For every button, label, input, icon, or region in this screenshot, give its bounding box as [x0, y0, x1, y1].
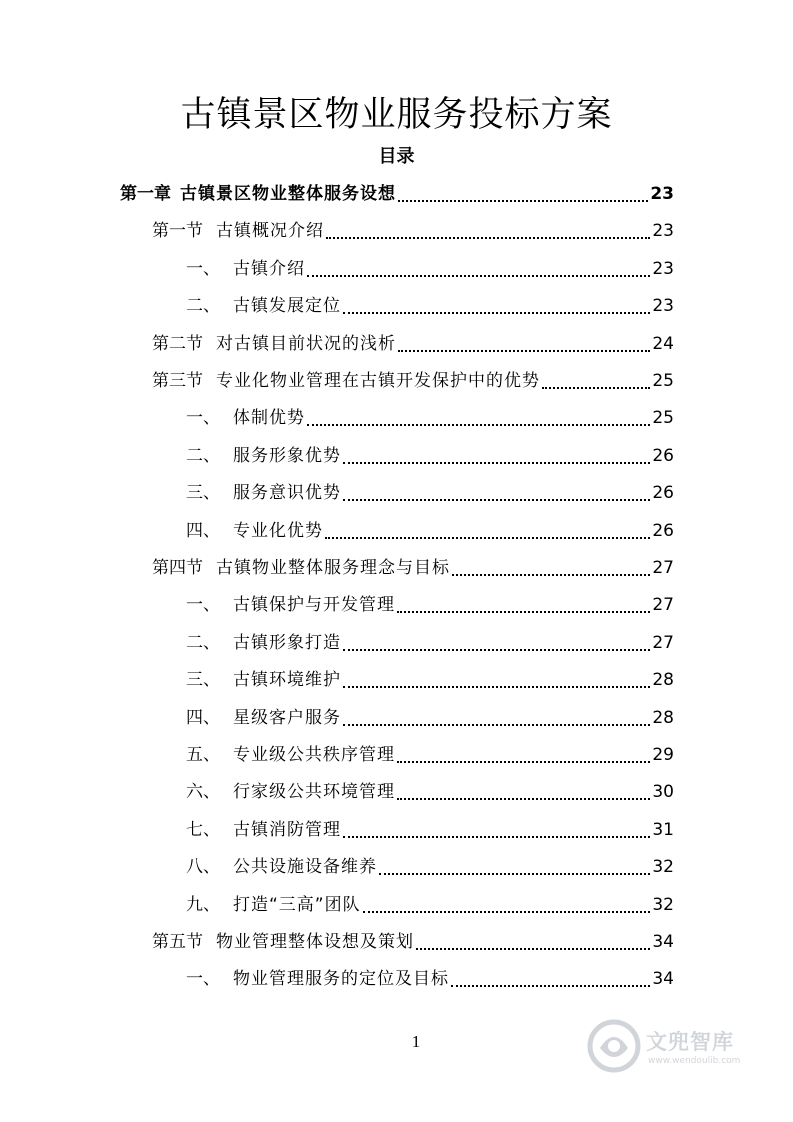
toc-dot-leader [343, 649, 650, 651]
toc-entry-page: 27 [652, 558, 674, 578]
toc-entry[interactable] [152, 326, 674, 363]
toc-entry-text: 服务形象优势 [233, 445, 341, 466]
toc-entry[interactable] [186, 475, 674, 512]
toc-entry-text: 专业化物业管理在古镇开发保护中的优势 [216, 371, 540, 391]
toc-entry-prefix: 二、 [186, 632, 220, 653]
toc-dot-leader [397, 761, 650, 763]
toc-entry-text: 古镇环境维护 [233, 670, 341, 691]
toc-entry-prefix: 第四节 [152, 558, 203, 578]
document-title: 古镇景区物业服务投标方案 [180, 95, 613, 135]
toc-dot-leader [397, 798, 650, 800]
toc-entry-prefix: 二、 [186, 445, 220, 466]
toc-entry-page: 26 [652, 483, 674, 504]
toc-entry-prefix: 二、 [186, 296, 220, 317]
toc-entry-page: 25 [652, 371, 674, 391]
toc-entry[interactable] [152, 213, 674, 250]
toc-entry-page: 27 [652, 595, 674, 616]
toc-entry-page: 24 [652, 333, 674, 354]
toc-dot-leader [343, 686, 650, 688]
wendou-logo-icon [586, 1018, 642, 1074]
toc-entry-page: 25 [652, 408, 674, 429]
toc-dot-leader [343, 724, 650, 726]
toc-entry-prefix: 第一章 [120, 184, 171, 204]
toc-entry-page: 23 [652, 258, 674, 279]
toc-entry-page: 23 [652, 221, 674, 242]
toc-entry[interactable] [186, 438, 674, 475]
toc-entry-prefix: 五、 [186, 745, 220, 765]
toc-entry[interactable] [152, 550, 674, 587]
toc-entry-text: 古镇物业整体服务理念与目标 [216, 558, 450, 578]
toc-entry[interactable] [186, 288, 674, 325]
watermark [586, 1018, 786, 1078]
toc-dot-leader [326, 237, 650, 239]
toc-entry-text: 体制优势 [233, 408, 305, 429]
toc-entry-text: 古镇消防管理 [233, 819, 341, 840]
toc-entry[interactable] [186, 737, 674, 774]
toc-dot-leader [343, 836, 650, 838]
toc-entry-page: 29 [652, 745, 674, 765]
toc-entry[interactable] [186, 961, 674, 998]
toc-dot-leader [452, 574, 650, 576]
toc-entry-page: 34 [652, 932, 674, 952]
toc-dot-leader [398, 200, 648, 202]
toc-entry-text: 古镇保护与开发管理 [233, 595, 395, 616]
toc-entry-prefix: 七、 [186, 819, 220, 840]
toc-heading: 目录 [378, 146, 415, 167]
toc-entry-page: 28 [652, 670, 674, 691]
toc-entry-prefix: 四、 [186, 707, 220, 728]
toc-entry-prefix: 六、 [186, 782, 220, 803]
toc-dot-leader [307, 275, 650, 277]
toc-entry[interactable] [186, 662, 674, 699]
toc-entry[interactable] [186, 812, 674, 849]
toc-entry-text: 星级客户服务 [233, 707, 341, 728]
watermark-brand: 文兜智库 [646, 1030, 734, 1054]
toc-dot-leader [343, 312, 650, 314]
toc-entry-text: 古镇概况介绍 [216, 221, 324, 242]
toc-entry-prefix: 第五节 [152, 932, 203, 952]
toc-entry-text: 古镇景区物业整体服务设想 [180, 184, 396, 204]
toc-entry-prefix: 三、 [186, 670, 220, 691]
toc-entry-page: 28 [652, 707, 674, 728]
toc-entry-page: 34 [652, 969, 674, 990]
toc-entry-page: 23 [652, 296, 674, 317]
toc-entry-prefix: 第二节 [152, 333, 203, 354]
toc-entry[interactable] [186, 513, 674, 550]
toc-entry-page: 30 [652, 782, 674, 803]
toc-entry[interactable] [186, 774, 674, 811]
toc-entry-page: 31 [652, 819, 674, 840]
toc-entry-prefix: 第一节 [152, 221, 203, 242]
toc-entry[interactable] [152, 363, 674, 400]
toc-entry-prefix: 四、 [186, 520, 220, 541]
toc-entry-page: 27 [652, 632, 674, 653]
page-number: 1 [411, 1032, 421, 1051]
toc-entry-page: 32 [652, 894, 674, 915]
toc-entry-text: 物业管理整体设想及策划 [216, 932, 414, 952]
toc-entry-page: 23 [650, 184, 674, 204]
toc-entry-prefix: 一、 [186, 969, 220, 990]
toc-entry-text: 服务意识优势 [233, 483, 341, 504]
toc-entry[interactable] [186, 700, 674, 737]
toc-entry[interactable] [186, 625, 674, 662]
toc-entry[interactable] [186, 887, 674, 924]
toc-dot-leader [343, 462, 650, 464]
toc-entry-prefix: 一、 [186, 408, 220, 429]
toc-dot-leader [307, 424, 650, 426]
toc-dot-leader [542, 387, 650, 389]
toc-entry-text: 打造“三高”团队 [233, 894, 361, 915]
toc-dot-leader [343, 499, 650, 501]
toc-entry[interactable] [120, 176, 674, 213]
toc-entry[interactable] [186, 251, 674, 288]
toc-entry-text: 物业管理服务的定位及目标 [233, 969, 449, 990]
toc-entry[interactable] [152, 924, 674, 961]
toc-entry-text: 古镇发展定位 [233, 296, 341, 317]
toc-entry-page: 26 [652, 520, 674, 541]
toc-entry[interactable] [186, 587, 674, 624]
toc-entry-text: 专业化优势 [233, 520, 323, 541]
toc-dot-leader [451, 985, 650, 987]
toc-dot-leader [398, 350, 650, 352]
toc-entry-text: 对古镇目前状况的浅析 [216, 333, 396, 354]
toc-entry-text: 公共设施设备维养 [233, 857, 377, 878]
toc-entry-text: 古镇介绍 [233, 258, 305, 279]
toc-entry-prefix: 第三节 [152, 371, 203, 391]
toc-dot-leader [325, 537, 650, 539]
toc-dot-leader [363, 911, 651, 913]
toc-entry-prefix: 一、 [186, 595, 220, 616]
toc-entry-prefix: 八、 [186, 857, 220, 878]
toc-entry-text: 古镇形象打造 [233, 632, 341, 653]
toc-entry-text: 行家级公共环境管理 [233, 782, 395, 803]
toc-dot-leader [379, 873, 650, 875]
toc-entry-prefix: 九、 [186, 894, 220, 915]
toc-entry[interactable] [186, 400, 674, 437]
toc-dot-leader [416, 948, 650, 950]
toc-entry-prefix: 三、 [186, 483, 220, 504]
toc-entry-page: 32 [652, 857, 674, 878]
toc-dot-leader [397, 611, 650, 613]
toc-entry-page: 26 [652, 445, 674, 466]
toc-entry-prefix: 一、 [186, 258, 220, 279]
watermark-url: www.wendoulib.com [648, 1056, 741, 1066]
toc-entry-text: 专业级公共秩序管理 [233, 745, 395, 765]
toc-entry[interactable] [186, 849, 674, 886]
